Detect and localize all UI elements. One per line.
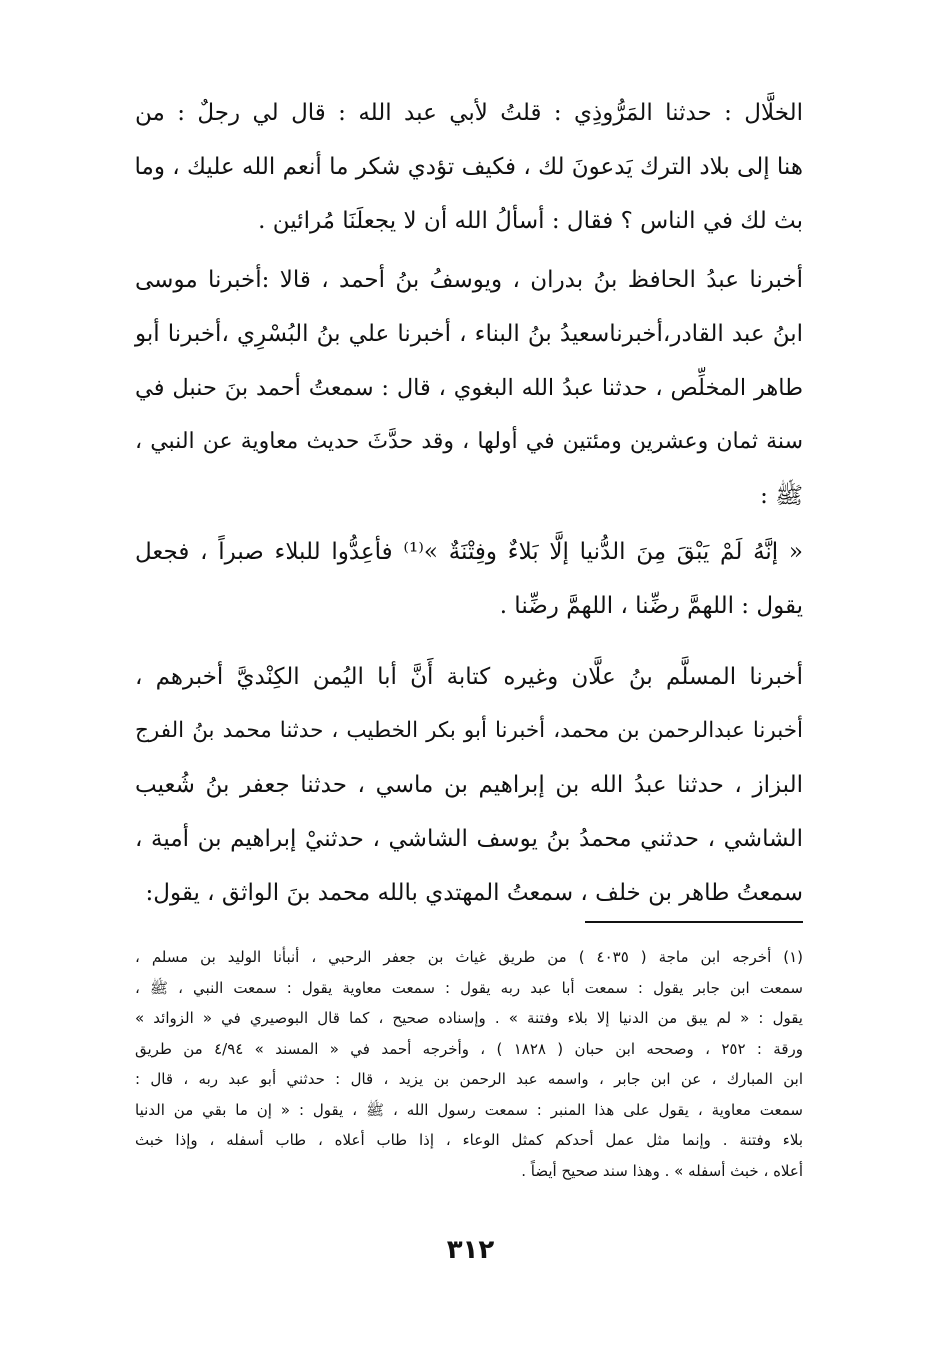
footnote-line: بلاء وفتنة . وإنما مثل عمل أحدكم كمثل الوعاء ، إذا طاب أعلاه ، طاب أسفله ، وإذا خبث	[135, 1131, 803, 1149]
text-line: أخبرنا عبدالرحمن بن محمد، أخبرنا أبو بكر الخطيب ، حدثنا محمد بنُ الفرج	[135, 718, 803, 743]
footnote-line: أعلاه ، خبث أسفله » . وهذا سند صحيح أيضاً .	[521, 1161, 803, 1180]
text-line: سنة ثمان وعشرين ومئتين في أولها ، وقد حدَّثَ حديث معاوية عن النبي ،	[135, 429, 803, 454]
text-line: أخبرنا عبدُ الحافظ بنُ بدران ، ويوسفُ بنُ أحمد ، قالا :أخبرنا موسى	[135, 267, 803, 293]
footnote-line: ورقة : ٢٥٢ ، وصححه ابن حبان ( ١٨٢٨ ) ، وأخرجه أحمد في « المسند » ٤/٩٤ من طريق	[135, 1039, 803, 1058]
footnote-line: سمعت ابن جابر يقول : سمعت أبا عبد ربه يقول : سمعت معاوية يقول : سمعت النبي ، ﷺ ،	[135, 978, 803, 997]
text-line: ﷺ :	[760, 483, 803, 509]
text-line: هنا إلى بلاد الترك يَدعونَ لك ، فكيف تؤدي شكر ما أنعم الله عليك ، وما	[134, 154, 803, 180]
text-line: الشاشي ، حدثني محمدُ بنُ يوسف الشاشي ، حدثنيْ إبراهيم بن أمية ،	[135, 826, 803, 852]
footnote-divider	[585, 921, 803, 923]
text-line: طاهر المخلِّص ، حدثنا عبدُ الله البغوي ، قال : سمعتُ أحمد بنَ حنبل في	[135, 375, 803, 401]
page-number: ٣١٢	[446, 1235, 495, 1265]
paragraph-isnad-baghawi	[135, 253, 803, 523]
paragraph-hadith-quote	[135, 525, 803, 633]
paragraph-khallal	[135, 86, 803, 248]
text-line: الخلَّال : حدثنا المَرُّوذِي : قلتُ لأبي عبد الله : قال لي رجلٌ : من	[135, 100, 803, 126]
paragraph-isnad-muhtadi	[135, 650, 803, 920]
footnote-line: سمعت معاوية ، يقول على هذا المنبر : سمعت رسول الله ، ﷺ ، يقول : « إن ما بقي من الدنيا	[135, 1100, 803, 1119]
footnote-line: يقول : « لم يبق من الدنيا إلا بلاء وفتنة » . وإسناده صحيح ، كما قال البوصيري في « الزوائد »	[135, 1009, 803, 1027]
text-line: « إنَّهُ لَمْ يَبْقَ مِنَ الدُّنيا إلَّا بَلاءٌ وفِتْنَةٌ »⁽¹⁾ فأعِدُّوا للبلاء صبراً ، فجعل	[135, 539, 803, 565]
text-line: البزاز ، حدثنا عبدُ الله بن إبراهيم بن ماسي ، حدثنا جعفر بنُ شُعيب	[135, 772, 803, 798]
footnote-line: (١) أخرجه ابن ماجة ( ٤٠٣٥ ) من طريق غياث بن جعفر الرحبي ، أنبأنا الوليد بن مسلم ،	[135, 948, 803, 966]
text-line: ابنُ عبد القادر،أخبرناسعيدُ بنُ البناء ، أخبرنا علي بنُ البُسْرِي ،أخبرنا أبو	[135, 321, 803, 347]
text-line: يقول : اللهمَّ رضِّنا ، اللهمَّ رضِّنا .	[499, 593, 803, 619]
text-line: أخبرنا المسلَّم بنُ علَّان وغيره كتابة أَنَّ أبا اليُمن الكِنْديَّ أخبرهم ،	[135, 664, 803, 690]
text-line: بث لك في الناس ؟ فقال : أسألُ الله أن لا يجعلَنَا مُرائين .	[258, 208, 803, 234]
footnote-line: ابن المبارك ، عن ابن جابر ، واسمه عبد الرحمن بن يزيد ، قال : حدثني أبو عبد ربه ، قال :	[135, 1070, 803, 1088]
text-line: سمعتُ طاهر بن خلف ، سمعتُ المهتدي بالله محمد بنَ الواثق ، يقول:	[145, 880, 803, 906]
footnote-block	[135, 942, 803, 1186]
